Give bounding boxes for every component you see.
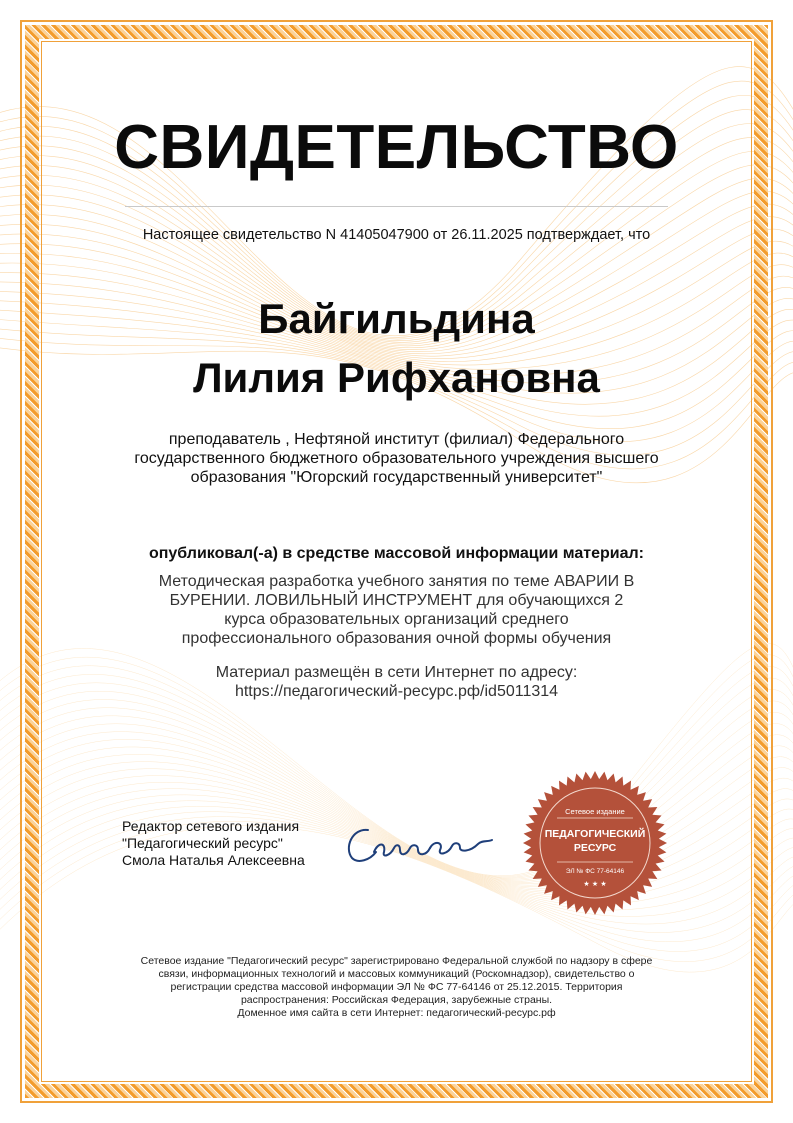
editor-signature xyxy=(340,812,500,872)
editor-line-name: Смола Наталья Алексеевна xyxy=(122,852,305,868)
certificate-title: СВИДЕТЕЛЬСТВО xyxy=(114,113,679,182)
recipient-given-names: Лилия Рифхановна xyxy=(193,354,600,401)
seal-registration: ЭЛ № ФС 77-64146 xyxy=(565,868,625,875)
footer-line: Доменное имя сайта в сети Интернет: педагогический-ресурс.рф xyxy=(237,1007,556,1019)
recipient-position: преподаватель , Нефтяной институт (филиал) Федерального государственного бюджетного образовательного учреждения высшего образования "Югорский государственный университет" xyxy=(134,431,659,486)
registration-footer xyxy=(120,955,673,1020)
editor-block xyxy=(122,818,305,869)
editor-line-publication: "Педагогический ресурс" xyxy=(122,835,283,851)
certificate-intro-line: Настоящее свидетельство N 41405047900 от 26.11.2025 подтверждает, что xyxy=(142,227,651,243)
seal-title-line1: ПЕДАГОГИЧЕСКИЙ xyxy=(544,828,646,840)
footer-line: Сетевое издание "Педагогический ресурс" зарегистрировано Федеральной службой по надзору в сфере xyxy=(140,955,653,967)
seal-title-line2: РЕСУРС xyxy=(573,842,617,854)
publication-seal xyxy=(520,768,670,918)
footer-line: связи, информационных технологий и массовых коммуникаций (Роскомнадзор), свидетельство о xyxy=(158,968,635,980)
url-label: Материал размещён в сети Интернет по адресу: xyxy=(215,664,578,681)
published-heading: опубликовал(-а) в средстве массовой информации материал: xyxy=(148,545,645,562)
material-url: https://педагогический-ресурс.рф/id5011314 xyxy=(234,683,559,700)
footer-line: регистрации средства массовой информации ЭЛ № ФС 77-64146 от 25.12.2015. Территория xyxy=(170,981,623,993)
seal-stars: ★ ★ ★ xyxy=(583,880,607,888)
footer-line: распространения: Российская Федерация, зарубежные страны. xyxy=(240,994,553,1006)
title-divider xyxy=(125,206,668,207)
material-title: Методическая разработка учебного занятия по теме АВАРИИ В БУРЕНИИ. ЛОВИЛЬНЫЙ ИНСТРУМЕНТ для обучающихся 2 курса образовательных организаций среднего профессионального образования очной формы обучения xyxy=(158,573,635,647)
seal-top-text: Сетевое издание xyxy=(565,807,625,816)
editor-line-role: Редактор сетевого издания xyxy=(122,818,300,834)
recipient-surname: Байгильдина xyxy=(258,295,535,342)
